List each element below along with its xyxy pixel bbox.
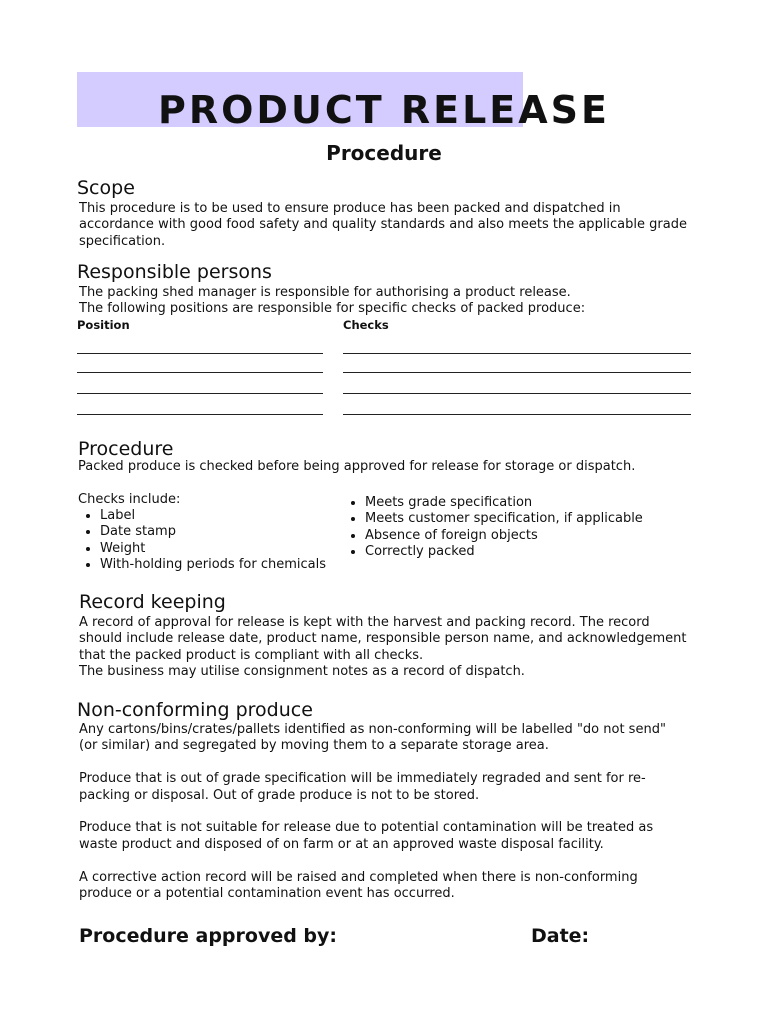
procedure-intro: Packed produce is checked before being approved for release for storage or dispatch. — [78, 459, 636, 474]
scope-line: accordance with good food safety and quality standards and also meets the applicable grade — [79, 217, 687, 233]
checks-blank-line — [343, 414, 691, 415]
list-item: • With-holding periods for chemicals — [100, 557, 360, 573]
procedure-heading: Procedure — [78, 438, 174, 460]
nonconforming-line: A corrective action record will be raised and completed when there is non-conforming — [79, 869, 638, 885]
position-blank-line — [77, 353, 323, 354]
checks-intro: Checks include: — [78, 492, 181, 507]
approved-by-label: Procedure approved by: — [79, 925, 338, 947]
checks-list-right — [343, 495, 705, 561]
record-keeping-heading: Record keeping — [79, 591, 226, 613]
checks-blank-line — [343, 353, 691, 354]
scope-heading: Scope — [77, 177, 135, 199]
nonconforming-line: (or similar) and segregated by moving them to a separate storage area. — [79, 738, 549, 754]
record-line: that the packed product is compliant with all checks. — [79, 647, 424, 663]
responsible-line: The following positions are responsible for specific checks of packed produce: — [79, 301, 586, 317]
page-title: PRODUCT RELEASE — [158, 88, 610, 132]
nonconforming-line: produce or a potential contamination event has occurred. — [79, 886, 455, 902]
responsible-heading: Responsible persons — [77, 261, 272, 283]
nonconforming-line: packing or disposal. Out of grade produce is not to be stored. — [79, 787, 480, 803]
list-item: • Meets customer specification, if applicable — [365, 511, 705, 527]
record-line: A record of approval for release is kept with the harvest and packing record. The record — [79, 615, 650, 630]
scope-line: This procedure is to be used to ensure produce has been packed and dispatched in — [79, 201, 621, 216]
position-blank-line — [77, 372, 323, 373]
record-line: should include release date, product name, responsible person name, and acknowledgement — [79, 631, 687, 647]
nonconforming-line: waste product and disposed of on farm or at an approved waste disposal facility. — [79, 836, 604, 852]
position-blank-line — [77, 393, 323, 394]
checks-list-left — [78, 508, 360, 574]
paragraph-gap — [79, 804, 699, 820]
record-line: The business may utilise consignment notes as a record of dispatch. — [79, 664, 525, 680]
checks-blank-line — [343, 393, 691, 394]
paragraph-gap — [79, 853, 699, 869]
nonconforming-heading: Non-conforming produce — [77, 699, 313, 721]
nonconforming-text — [79, 722, 699, 902]
responsible-line: The packing shed manager is responsible for authorising a product release. — [79, 285, 571, 300]
list-item: • Absence of foreign objects — [365, 528, 705, 544]
checks-blank-line — [343, 372, 691, 373]
page-subtitle: Procedure — [326, 141, 442, 165]
list-item: • Date stamp — [100, 524, 360, 540]
scope-text — [79, 201, 699, 250]
position-column-header: Position — [77, 318, 130, 332]
scope-line: specification. — [79, 233, 166, 249]
position-blank-line — [77, 414, 323, 415]
list-item: • Label — [100, 508, 360, 524]
list-item: • Weight — [100, 541, 360, 557]
nonconforming-line: Any cartons/bins/crates/pallets identified as non-conforming will be labelled "do not send" — [79, 722, 666, 737]
date-label: Date: — [531, 925, 590, 947]
paragraph-gap — [79, 755, 699, 771]
checks-column-header: Checks — [343, 318, 389, 332]
responsible-text — [79, 285, 699, 318]
nonconforming-line: Produce that is out of grade specification will be immediately regraded and sent for re- — [79, 771, 646, 787]
record-keeping-text — [79, 615, 699, 681]
list-item: • Correctly packed — [365, 544, 705, 560]
nonconforming-line: Produce that is not suitable for release due to potential contamination will be treated as — [79, 820, 654, 836]
list-item: • Meets grade specification — [365, 495, 705, 511]
